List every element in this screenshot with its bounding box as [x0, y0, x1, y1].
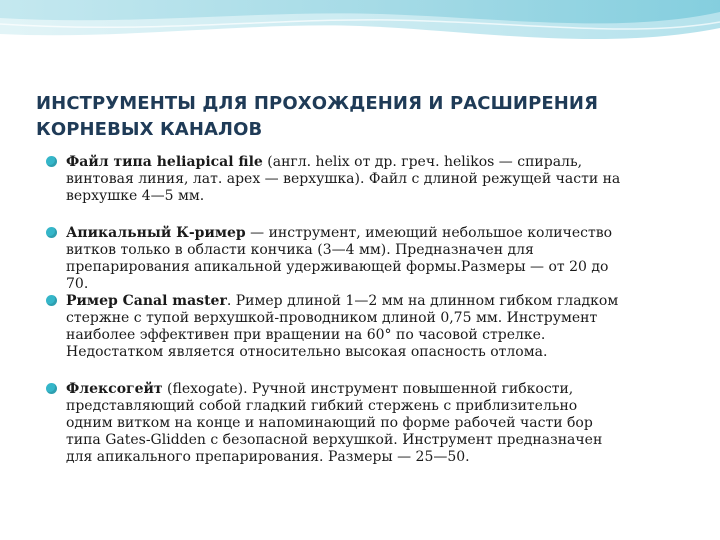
- bullet-flexogate: [46, 381, 686, 466]
- title-line-1: ИНСТРУМЕНТЫ ДЛЯ ПРОХОЖДЕНИЯ И РАСШИРЕНИЯ: [36, 93, 599, 114]
- bullet-dot-icon: [46, 227, 57, 238]
- bullet-line: винтовая линия, лат. apex — верхушка). Файл с длиной режущей части на: [66, 171, 621, 187]
- bullet-apical-k-reamer: [46, 225, 686, 293]
- bullet-line: [66, 225, 686, 242]
- bullet-line: для апикального препарирования. Размеры — 25—50.: [66, 449, 470, 465]
- bullet-dot-icon: [46, 383, 57, 394]
- bullet-lead: Файл типа heliapical file: [66, 154, 263, 170]
- bullet-line: Недостатком является относительно высокая опасность отлома.: [66, 344, 548, 360]
- slide-title: [36, 91, 676, 143]
- bullet-line: наиболее эффективен при вращении на 60° по часовой стрелке.: [66, 327, 546, 343]
- bullet-line: препарирования апикальной удерживающей формы.Размеры — от 20 до: [66, 259, 609, 275]
- bullet-line: витков только в области кончика (3—4 мм). Предназначен для: [66, 242, 534, 258]
- bullet-text: (англ. helix от др. греч. helikos — спираль,: [262, 154, 583, 170]
- bullet-line: представляющий собой гладкий гибкий стержень с приблизительно: [66, 398, 578, 414]
- bullet-line: [66, 293, 686, 310]
- bullet-canal-master: [46, 293, 686, 361]
- bullet-lead: Флексогейт: [66, 381, 163, 397]
- bullet-text: . Ример длиной 1—2 мм на длинном гибком гладком: [226, 293, 619, 309]
- bullet-line: стержне с тупой верхушкой-проводником длиной 0,75 мм. Инструмент: [66, 310, 598, 326]
- bullet-heliapical-file: [46, 154, 686, 205]
- bullet-dot-icon: [46, 295, 57, 306]
- header-wave-decoration: [0, 0, 720, 60]
- bullet-lead: Апикальный К-ример: [66, 225, 246, 241]
- bullet-line: [66, 381, 686, 398]
- bullet-text: — инструмент, имеющий небольшое количество: [245, 225, 613, 241]
- bullet-line: [66, 154, 686, 171]
- bullet-list: [46, 154, 686, 466]
- bullet-text: (flexogate). Ручной инструмент повышенной гибкости,: [162, 381, 574, 397]
- bullet-line: одним витком на конце и напоминающий по форме рабочей части бор: [66, 415, 593, 431]
- bullet-line: типа Gates-Glidden с безопасной верхушкой. Инструмент предназначен: [66, 432, 603, 448]
- bullet-line: 70.: [66, 276, 89, 292]
- bullet-line: верхушке 4—5 мм.: [66, 188, 205, 204]
- bullet-dot-icon: [46, 156, 57, 167]
- bullet-lead: Ример Canal master: [66, 293, 227, 309]
- title-line-2: КОРНЕВЫХ КАНАЛОВ: [36, 119, 263, 140]
